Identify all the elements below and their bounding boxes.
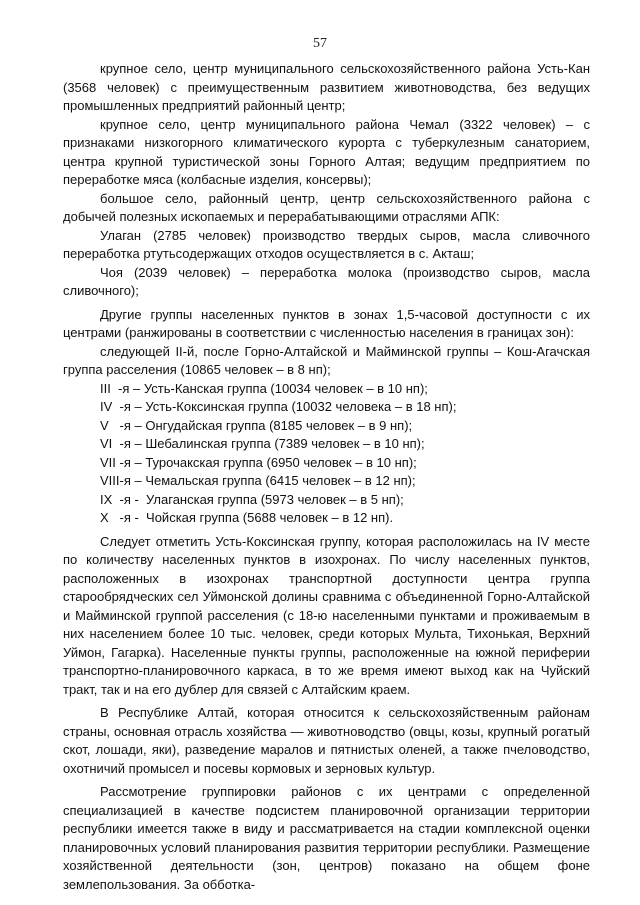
paragraph-planning: Рассмотрение группировки районов с их центрами с определенной специализацией в качестве подсистем планировочной организации территории республики имеется также в виду и рассматривается на стадии комплексной оценки планировочных условий планирования развития территории республики. Размещение хозяйственной деятельности (зон, центров) показано на общем фоне землепользования. За обботка- xyxy=(63,784,590,892)
paragraph-chemal: крупное село, центр муниципального района Чемал (3322 человек) – с признаками низкогорного климатического курорта с туберкулезным санаторием, центра крупной туристической зоны Горного Алтая; ведущим предприятием по переработке мяса (колбасные изделия, консервы); xyxy=(63,116,590,187)
group-list-item: III -я – Усть-Канская группа (10034 человек – в 10 нп); xyxy=(100,380,428,396)
group-list-item: IX -я - Улаганская группа (5973 человек – в 5 нп); xyxy=(100,491,404,507)
group-list-item: VII -я – Турочакская группа (6950 человек – в 10 нп); xyxy=(100,454,417,470)
body-text xyxy=(63,60,590,894)
paragraph-ulagan: Улаган (2785 человек) производство твердых сыров, масла сливочного переработка ртутьсодержащих отходов осуществляется в с. Акташ; xyxy=(63,227,590,261)
paragraph-big-village: большое село, районный центр, центр сельскохозяйственного района с добычей полезных ископаемых и перерабатывающими отраслями АПК: xyxy=(63,190,590,224)
paragraph-choya: Чоя (2039 человек) – переработка молока (производство сыров, масла сливочного); xyxy=(63,264,590,298)
group-list-item: X -я - Чойская группа (5688 человек – в 12 нп). xyxy=(100,510,394,525)
paragraph-other-groups: Другие группы населенных пунктов в зонах 1,5-часовой доступности с их центрами (ранжированы в соответствии с численностью населения в границах зон): xyxy=(63,306,590,340)
paragraph-ust-kan: крупное село, центр муниципального сельскохозяйственного района Усть-Кан (3568 человек) с преимущественным развитием животноводства, без ведущих промышленных предприятий районный центр; xyxy=(63,61,590,113)
group-list-item: VI -я – Шебалинская группа (7389 человек – в 10 нп); xyxy=(100,436,425,451)
paragraph-kosh-agach: следующей II-й, после Горно-Алтайской и Майминской группы – Кош-Агачская группа расселения (10865 человек – в 8 нп); xyxy=(63,343,590,377)
group-list-item: VIII-я – Чемальская группа (6415 человек – в 12 нп); xyxy=(100,473,416,488)
page-number: 57 xyxy=(313,36,327,51)
paragraph-republic-economy: В Республике Алтай, которая относится к сельскохозяйственным районам страны, основная отрасль хозяйства — животноводство (овцы, козы, крупный рогатый скот, лошади, яки), разведение маралов и пятнистых оленей, а также пчеловодство, охотничий промысел и посевы кормовых и зерновых культур. xyxy=(63,705,590,776)
group-list-item: IV -я – Усть-Коксинская группа (10032 человека – в 18 нп); xyxy=(100,399,457,414)
paragraph-ust-koksa-group: Следует отметить Усть-Коксинская группу, которая расположилась на IV месте по количеству населенных пунктов в изохронах. По числу населенных пунктов, расположенных в изохронах транспортной доступности центра группа старообрядческих сел Уймонской долины сравнима с объединенной Горно-Алтайской и Майминской группой расселения (с 18-ю населенными пунктами и проживаемым в них населением более 10 тыс. человек, среди которых Мульта, Тихонькая, Верхний Уймон, Гагарка). Населенные пункты группы, расположенные на южной периферии транспортно-планировочного каркаса, в то же время имеют выход как на Чуйский тракт, так и на его дублер для связей с Алтайским краем. xyxy=(63,533,590,697)
group-list-item: V -я – Онгудайская группа (8185 человек – в 9 нп); xyxy=(100,417,413,433)
